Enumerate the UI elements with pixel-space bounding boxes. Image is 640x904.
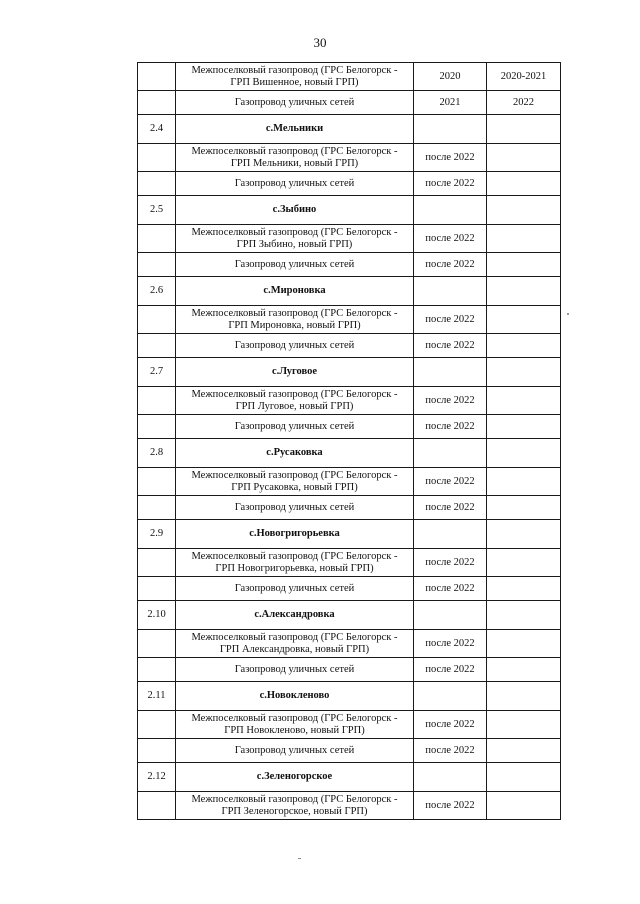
row-number-cell: [138, 306, 176, 334]
village-name-cell: с.Мироновка: [176, 277, 414, 306]
row-number-cell: 2.12: [138, 763, 176, 792]
period-alt-cell: [487, 630, 561, 658]
object-name-cell: Газопровод уличных сетей: [176, 334, 414, 358]
row-number-cell: [138, 387, 176, 415]
village-name-cell: с.Русаковка: [176, 439, 414, 468]
period-cell: после 2022: [414, 415, 487, 439]
object-name-cell: Газопровод уличных сетей: [176, 91, 414, 115]
pipeline-row: [138, 711, 561, 739]
village-name-cell: с.Новокленово: [176, 682, 414, 711]
object-name-cell: Межпоселковый газопровод (ГРС Белогорск - ГРП Мироновка, новый ГРП): [176, 306, 414, 334]
street-network-row: [138, 172, 561, 196]
pipeline-row: [138, 63, 561, 91]
period-cell: после 2022: [414, 577, 487, 601]
object-name-cell: Межпоселковый газопровод (ГРС Белогорск - ГРП Новогригорьевка, новый ГРП): [176, 549, 414, 577]
object-name-cell: Газопровод уличных сетей: [176, 739, 414, 763]
row-number-cell: 2.8: [138, 439, 176, 468]
object-name-cell: Газопровод уличных сетей: [176, 577, 414, 601]
period-alt-cell: [487, 601, 561, 630]
period-cell: [414, 196, 487, 225]
period-cell: после 2022: [414, 549, 487, 577]
period-cell: [414, 763, 487, 792]
object-name-cell: Межпоселковый газопровод (ГРС Белогорск - ГРП Александровка, новый ГРП): [176, 630, 414, 658]
period-alt-cell: [487, 277, 561, 306]
pipeline-row: [138, 387, 561, 415]
row-number-cell: [138, 630, 176, 658]
period-alt-cell: [487, 144, 561, 172]
village-row: [138, 277, 561, 306]
pipeline-row: [138, 306, 561, 334]
street-network-row: [138, 91, 561, 115]
object-name-cell: Межпоселковый газопровод (ГРС Белогорск - ГРП Мельники, новый ГРП): [176, 144, 414, 172]
page-number: 30: [313, 35, 327, 50]
village-row: [138, 358, 561, 387]
period-alt-cell: [487, 358, 561, 387]
period-cell: [414, 439, 487, 468]
street-network-row: [138, 334, 561, 358]
period-alt-cell: [487, 792, 561, 820]
row-number-cell: 2.10: [138, 601, 176, 630]
village-name-cell: с.Мельники: [176, 115, 414, 144]
table-body: [138, 63, 561, 820]
period-cell: [414, 601, 487, 630]
period-alt-cell: [487, 306, 561, 334]
village-name-cell: с.Александровка: [176, 601, 414, 630]
scan-speck-bottom: [298, 858, 301, 859]
object-name-cell: Межпоселковый газопровод (ГРС Белогорск - ГРП Вишенное, новый ГРП): [176, 63, 414, 91]
row-number-cell: 2.5: [138, 196, 176, 225]
period-alt-cell: [487, 334, 561, 358]
period-cell: 2021: [414, 91, 487, 115]
period-cell: после 2022: [414, 334, 487, 358]
period-alt-cell: [487, 658, 561, 682]
period-alt-cell: [487, 763, 561, 792]
village-row: [138, 682, 561, 711]
street-network-row: [138, 415, 561, 439]
pipeline-row: [138, 792, 561, 820]
period-cell: [414, 520, 487, 549]
period-alt-cell: [487, 520, 561, 549]
pipeline-row: [138, 225, 561, 253]
period-cell: [414, 277, 487, 306]
row-number-cell: [138, 549, 176, 577]
street-network-row: [138, 253, 561, 277]
period-cell: 2020: [414, 63, 487, 91]
village-row: [138, 520, 561, 549]
village-row: [138, 115, 561, 144]
pipeline-row: [138, 630, 561, 658]
row-number-cell: 2.6: [138, 277, 176, 306]
period-cell: после 2022: [414, 711, 487, 739]
period-alt-cell: [487, 115, 561, 144]
period-cell: [414, 682, 487, 711]
pipeline-row: [138, 549, 561, 577]
village-name-cell: с.Новогригорьевка: [176, 520, 414, 549]
period-cell: после 2022: [414, 468, 487, 496]
row-number-cell: 2.9: [138, 520, 176, 549]
row-number-cell: [138, 63, 176, 91]
period-alt-cell: [487, 468, 561, 496]
village-row: [138, 601, 561, 630]
period-alt-cell: [487, 549, 561, 577]
street-network-row: [138, 496, 561, 520]
period-alt-cell: [487, 225, 561, 253]
period-cell: после 2022: [414, 792, 487, 820]
row-number-cell: [138, 225, 176, 253]
object-name-cell: Межпоселковый газопровод (ГРС Белогорск - ГРП Зеленогорское, новый ГРП): [176, 792, 414, 820]
village-row: [138, 439, 561, 468]
row-number-cell: [138, 739, 176, 763]
period-alt-cell: 2022: [487, 91, 561, 115]
row-number-cell: 2.11: [138, 682, 176, 711]
period-cell: после 2022: [414, 144, 487, 172]
row-number-cell: [138, 577, 176, 601]
row-number-cell: [138, 658, 176, 682]
pipeline-row: [138, 468, 561, 496]
village-row: [138, 763, 561, 792]
period-cell: [414, 115, 487, 144]
period-alt-cell: [487, 711, 561, 739]
row-number-cell: [138, 415, 176, 439]
period-cell: после 2022: [414, 630, 487, 658]
row-number-cell: [138, 468, 176, 496]
village-row: [138, 196, 561, 225]
period-cell: [414, 358, 487, 387]
period-alt-cell: [487, 496, 561, 520]
period-alt-cell: [487, 387, 561, 415]
row-number-cell: 2.4: [138, 115, 176, 144]
object-name-cell: Газопровод уличных сетей: [176, 496, 414, 520]
period-alt-cell: [487, 253, 561, 277]
object-name-cell: Газопровод уличных сетей: [176, 172, 414, 196]
period-alt-cell: [487, 739, 561, 763]
village-name-cell: с.Луговое: [176, 358, 414, 387]
period-cell: после 2022: [414, 739, 487, 763]
period-alt-cell: [487, 439, 561, 468]
period-alt-cell: [487, 415, 561, 439]
row-number-cell: [138, 496, 176, 520]
object-name-cell: Газопровод уличных сетей: [176, 658, 414, 682]
object-name-cell: Газопровод уличных сетей: [176, 253, 414, 277]
row-number-cell: [138, 172, 176, 196]
row-number-cell: [138, 711, 176, 739]
object-name-cell: Межпоселковый газопровод (ГРС Белогорск - ГРП Зыбино, новый ГРП): [176, 225, 414, 253]
period-alt-cell: [487, 577, 561, 601]
period-cell: после 2022: [414, 306, 487, 334]
object-name-cell: Межпоселковый газопровод (ГРС Белогорск - ГРП Луговое, новый ГРП): [176, 387, 414, 415]
row-number-cell: 2.7: [138, 358, 176, 387]
object-name-cell: Межпоселковый газопровод (ГРС Белогорск - ГРП Новокленово, новый ГРП): [176, 711, 414, 739]
object-name-cell: Межпоселковый газопровод (ГРС Белогорск - ГРП Русаковка, новый ГРП): [176, 468, 414, 496]
object-name-cell: Газопровод уличных сетей: [176, 415, 414, 439]
gas-pipeline-table: [137, 62, 561, 820]
pipeline-row: [138, 144, 561, 172]
period-alt-cell: 2020-2021: [487, 63, 561, 91]
street-network-row: [138, 658, 561, 682]
row-number-cell: [138, 91, 176, 115]
period-alt-cell: [487, 196, 561, 225]
period-alt-cell: [487, 172, 561, 196]
period-cell: после 2022: [414, 172, 487, 196]
period-cell: после 2022: [414, 225, 487, 253]
village-name-cell: с.Зыбино: [176, 196, 414, 225]
village-name-cell: с.Зеленогорское: [176, 763, 414, 792]
row-number-cell: [138, 253, 176, 277]
period-cell: после 2022: [414, 658, 487, 682]
scan-speck: [567, 313, 569, 315]
period-alt-cell: [487, 682, 561, 711]
period-cell: после 2022: [414, 253, 487, 277]
period-cell: после 2022: [414, 496, 487, 520]
row-number-cell: [138, 792, 176, 820]
row-number-cell: [138, 334, 176, 358]
street-network-row: [138, 577, 561, 601]
street-network-row: [138, 739, 561, 763]
period-cell: после 2022: [414, 387, 487, 415]
row-number-cell: [138, 144, 176, 172]
